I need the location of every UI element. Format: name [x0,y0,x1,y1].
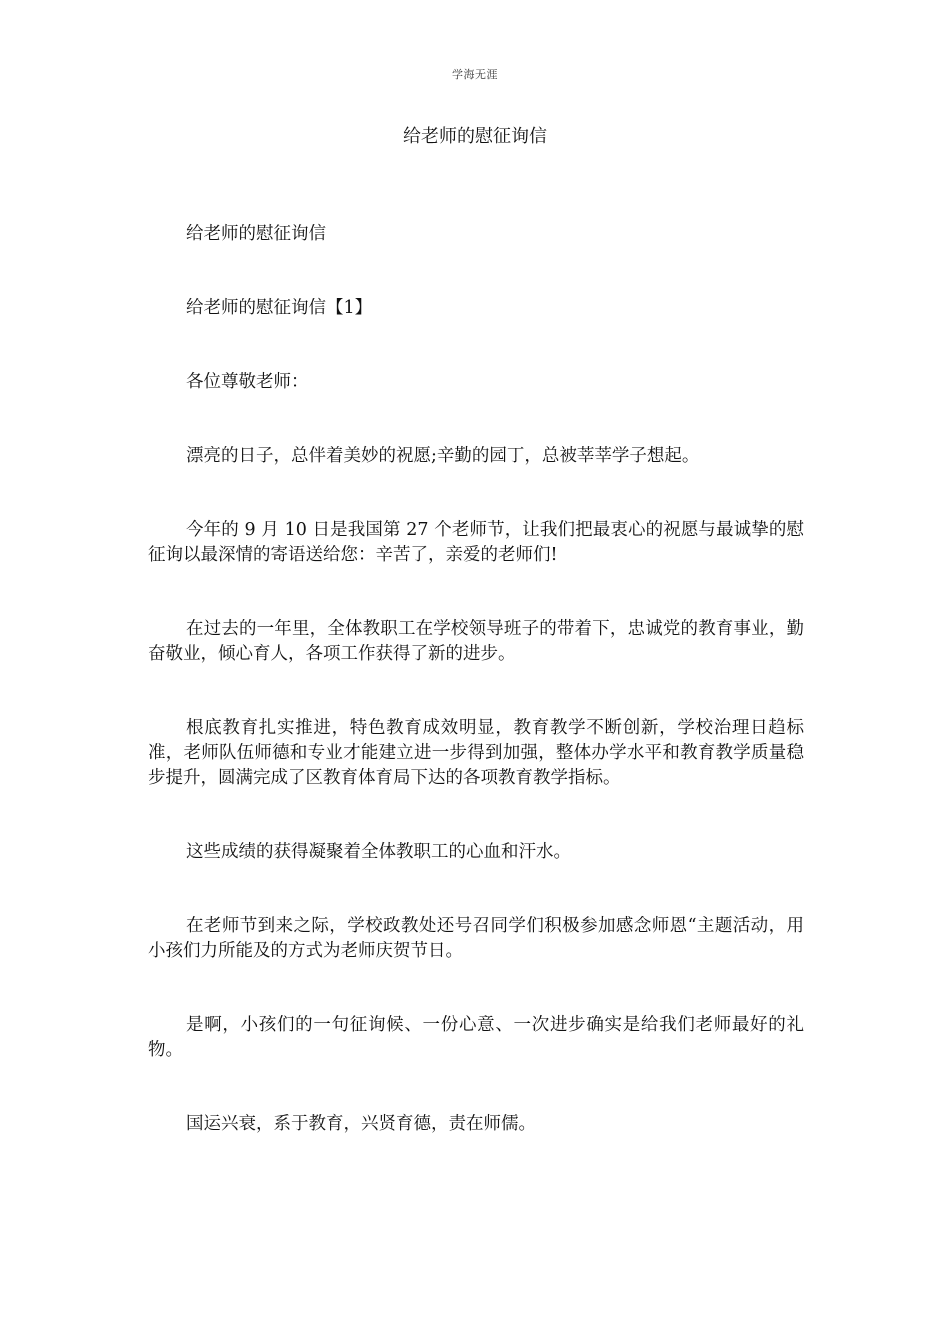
paragraph: 漂亮的日子，总伴着美妙的祝愿;辛勤的园丁，总被莘莘学子想起。 [186,446,700,466]
paragraph-heading: 给老师的慰征询信 [186,224,326,244]
paragraph: 国运兴衰，系于教育，兴贤育德，责在师儒。 [186,1114,536,1134]
paragraph: 在老师节到来之际，学校政教处还号召同学们积极参加感念师恩“主题活动，用小孩们力所能及的方式为老师庆贺节日。 [148,916,804,961]
paragraph: 今年的 9 月 10 日是我国第 27 个老师节，让我们把最衷心的祝愿与最诚挚的慰征询以最深情的寄语送给您：辛苦了，亲爱的老师们! [148,520,804,565]
paragraph: 这些成绩的获得凝聚着全体教职工的心血和汗水。 [186,842,571,862]
paragraph-subheading: 给老师的慰征询信【1】 [186,298,373,318]
document-body [148,222,804,1186]
paragraph: 是啊，小孩们的一句征询候、一份心意、一次进步确实是给我们老师最好的礼物。 [148,1015,804,1060]
page-header: 学海无涯 [452,68,498,81]
paragraph: 根底教育扎实推进，特色教育成效明显，教育教学不断创新，学校治理日趋标准，老师队伍师德和专业才能建立进一步得到加强，整体办学水平和教育教学质量稳步提升，圆满完成了区教育体育局下达的各项教育教学指标。 [148,718,804,788]
paragraph-salutation: 各位尊敬老师： [186,372,309,392]
document-title: 给老师的慰征询信 [403,126,547,147]
paragraph: 在过去的一年里，全体教职工在学校领导班子的带着下，忠诚党的教育事业，勤奋敬业，倾心育人，各项工作获得了新的进步。 [148,619,804,664]
